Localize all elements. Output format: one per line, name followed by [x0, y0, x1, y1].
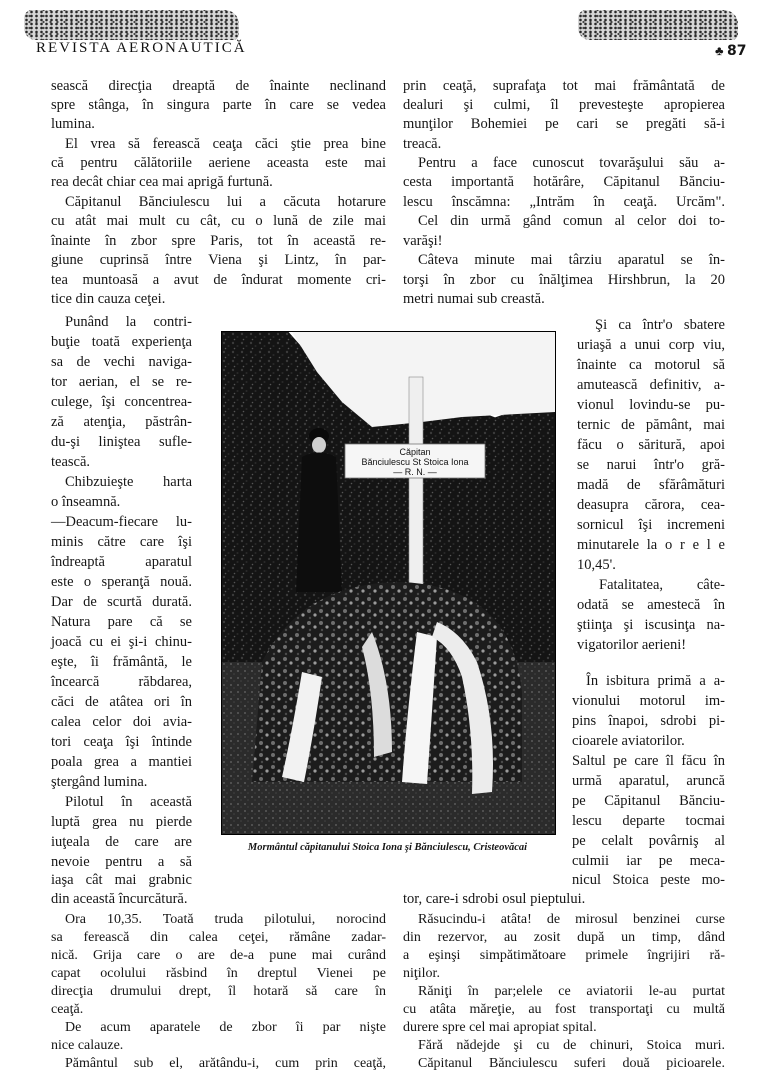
text-line: De acum aparatele de zbor îi par nişte: [65, 1020, 386, 1035]
text-line: Pilotul în această: [65, 794, 192, 810]
text-line: că pentru călătoriile aeriene aceasta este mai: [51, 155, 386, 171]
text-line: munţilor Bohemiei pe cari se pregăti să-i: [403, 116, 725, 132]
text-line: prin ceaţă, suprafaţa tot mai frământată de: [403, 78, 725, 94]
text-line: Câteva minute mai târziu aparatul se în-: [418, 252, 725, 268]
text-line: iaşa cât mai grabnic: [51, 872, 192, 888]
text-line: urmă aparatul, aruncă: [572, 773, 725, 789]
grave-photograph: [221, 331, 556, 835]
text-line: În isbitura primă a a-: [586, 673, 725, 689]
text-line: este o speranţă nouă.: [51, 574, 192, 590]
text-line: 10,45'.: [577, 557, 616, 573]
text-line: sa de vechi naviga-: [51, 354, 192, 370]
text-line: iuţeala de care are: [51, 834, 192, 850]
text-line: varăşi!: [403, 233, 443, 249]
text-line: pe celalt povârniş al: [572, 833, 725, 849]
text-line: ternic de pământ, mai: [577, 417, 725, 433]
text-line: căci de atâtea ori în: [51, 694, 192, 710]
text-line: Pentru a face cunoscut tovarăşului său a-: [418, 155, 725, 171]
text-line: Căpitanul Bănciulescu suferi două picioarele.: [418, 1056, 725, 1071]
text-line: Şi ca într'o sbatere: [595, 317, 725, 333]
text-line: lescu înscămna: „Intrăm în ceaţă. Urcăm".: [403, 194, 725, 210]
text-line: înainte în zbor spre Paris, tot în această re-: [51, 233, 386, 249]
text-line: durere spre cel mai apropiat spital.: [403, 1020, 597, 1035]
cross-line-2: Bănciulescu St Stoica Iona: [361, 457, 469, 467]
text-line: tori ceaţa îşi întinde: [51, 734, 192, 750]
text-line: minutarele la o r e l e: [577, 537, 725, 553]
header-ornament-right: [578, 10, 738, 40]
text-line: Chibzuieşte harta: [65, 474, 192, 490]
text-line: cu atât mai mult cu cât, cu o lună de zile mai: [51, 213, 386, 229]
text-line: madă de sfărâmături: [577, 477, 725, 493]
text-line: sornicul îşi incremeni: [577, 517, 725, 533]
text-line: culege, îşi concentrea-: [51, 394, 192, 410]
text-line: tice din cauza ceţei.: [51, 291, 166, 307]
text-line: cu atâta măreţie, au fost transportaţi cu multă: [403, 1002, 725, 1017]
text-line: metri numai sub creastă.: [403, 291, 545, 307]
text-line: înainte ca motorul să: [577, 357, 725, 373]
text-line: ştergând lumina.: [51, 774, 148, 790]
text-line: vionului motorul im-: [572, 693, 725, 709]
text-line: amutească definitiv, a-: [577, 377, 725, 393]
photo-caption: Mormântul căpitanului Stoica Iona şi Bănciulescu, Cristeovăcai: [247, 842, 528, 853]
text-line: capat ocolului răsbind în dreptul Vienei pe: [51, 966, 386, 981]
text-line: Pământul sub el, arătându-i, cum prin ceaţă,: [65, 1056, 386, 1071]
cross-line-3: — R. N. —: [393, 467, 437, 477]
text-line: vionul lovindu-se pu-: [577, 397, 725, 413]
text-line: tor, care-i sdrobi osul pieptului.: [403, 891, 586, 907]
text-line: luptă grea nu pierde: [51, 814, 192, 830]
text-line: pins înapoi, sdrobi pi-: [572, 713, 725, 729]
text-line: cesta importantă hotărâre, Căpitanul Bănciu-: [403, 174, 725, 190]
text-line: vigatorilor aerieni!: [577, 637, 687, 653]
text-line: tea muntoasă a avut de îndurat momente cri-: [51, 272, 386, 288]
page-number: 87: [727, 43, 747, 59]
journal-title: REVISTA AERONAUTICĂ: [36, 40, 247, 56]
text-line: Natura pare că se: [51, 614, 192, 630]
text-line: uriaşă a unui corp viu,: [577, 337, 725, 353]
text-line: ză atenţia, păstrân-: [51, 414, 192, 430]
text-line: culmii iar pe meca-: [572, 853, 725, 869]
text-line: ştiinţa şi iscusinţa na-: [577, 617, 725, 633]
text-line: Saltul pe care îl făcu în: [572, 753, 725, 769]
text-line: făcu o săritură, apoi: [577, 437, 725, 453]
text-line: nicul Stoica peste mo-: [572, 872, 725, 888]
text-line: pe Căpitanul Bănciu-: [572, 793, 725, 809]
text-line: îndreaptă aparatul: [51, 554, 192, 570]
text-line: nevoie pentru a să: [51, 854, 192, 870]
text-line: a eşinşi simpătimătoare primele îngrijiri ră-: [403, 948, 725, 963]
cross-line-1: Căpitan: [399, 447, 431, 457]
text-line: Ora 10,35. Toată truda pilotului, norocind: [65, 912, 386, 927]
text-line: Fatalitatea, câte-: [599, 577, 725, 593]
text-line: lumina.: [51, 116, 95, 132]
text-line: deasupra cărora, cea-: [577, 497, 725, 513]
text-line: buţie toată experienţa: [51, 334, 192, 350]
text-line: spre stânga, în singura parte în care se vedea: [51, 97, 386, 113]
text-line: joacă cu ei şi-i chinu-: [51, 634, 192, 650]
text-line: direcţia drumului drept, îl hotară să care în: [51, 984, 386, 999]
text-line: eşte, îi frământă, le: [51, 654, 192, 670]
text-line: Cel din urmă gând comun al celor doi to-: [418, 213, 725, 229]
text-line: odată se amestecă în: [577, 597, 725, 613]
text-line: nice calauze.: [51, 1038, 124, 1053]
text-line: —Deacum-fiecare lu-: [51, 514, 192, 530]
page-mark-icon: ♣: [715, 43, 724, 58]
text-line: tească.: [51, 454, 91, 470]
text-line: Fără nădejde şi cu de chinuri, Stoica muri.: [418, 1038, 725, 1053]
text-line: torşi în zbor cu înălţimea Hirshbrun, la 20: [403, 272, 725, 288]
text-line: dealuri şi culmi, îl prevesteşte apropierea: [403, 97, 725, 113]
text-line: lescu departe tocmai: [572, 813, 725, 829]
text-line: Căpitanul Bănciulescu lui a căcuta hotarure: [65, 194, 386, 210]
text-line: niţilor.: [403, 966, 440, 981]
text-line: nică. Grija care o are de-a pune mai curând: [51, 948, 386, 963]
text-line: încearcă răbdarea,: [51, 674, 192, 690]
text-line: sa ferească din calea ceţei, rămâne zadar-: [51, 930, 386, 945]
text-line: Dar de scurtă durată.: [51, 594, 192, 610]
text-line: rea decât chiar cea mai aprigă furtună.: [51, 174, 273, 190]
text-line: ceaţă.: [51, 1002, 84, 1017]
text-line: o înseamnă.: [51, 494, 121, 510]
text-line: din rezervor, au zosit după un timp, dând: [403, 930, 725, 945]
text-line: sească direcţia dreaptă de înainte neclinand: [51, 78, 386, 94]
text-line: treacă.: [403, 136, 442, 152]
text-line: se narui într'o gră-: [577, 457, 725, 473]
text-line: minis către care îşi: [51, 534, 192, 550]
text-line: El vrea să ferească ceaţa căci ştie prea bine: [65, 136, 386, 152]
header-ornament-left: [24, 10, 239, 40]
text-line: du-şi liniştea sufle-: [51, 434, 192, 450]
text-line: poala grea a mantiei: [51, 754, 192, 770]
text-line: din această încurcătură.: [51, 891, 188, 907]
text-line: Punând la contri-: [65, 314, 192, 330]
text-line: tor aerian, el se re-: [51, 374, 192, 390]
text-line: Răsucindu-i atâta! de mirosul benzinei curse: [418, 912, 725, 927]
text-line: giune cuprinsă între Viena şi Lintz, în par-: [51, 252, 386, 268]
text-line: Răniţi în par;elele ce aviatorii le-au purtat: [418, 984, 725, 999]
text-line: cioarele aviatorilor.: [572, 733, 685, 749]
text-line: calea celor doi avia-: [51, 714, 192, 730]
